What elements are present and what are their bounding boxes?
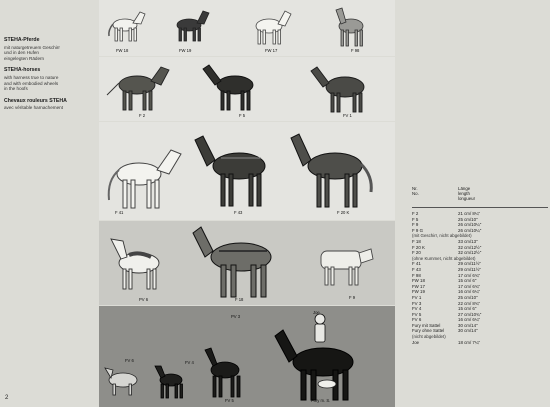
figure-label: FW 17	[265, 48, 278, 53]
header-text: Nr.	[412, 186, 418, 191]
item-length: 26 cm/10¼"	[458, 222, 482, 228]
english-line: and with embodied wheels	[4, 80, 59, 86]
photo-row-harnessed-horses	[99, 57, 395, 121]
item-number: FW 19	[412, 289, 425, 295]
german-title: STEHA-Pferde	[4, 37, 40, 43]
fury-with-joe-figure	[263, 310, 383, 404]
item-length: 33 cm/13"	[458, 238, 478, 244]
horse-figure	[189, 221, 293, 301]
horse-figure	[191, 128, 291, 212]
photo-row-small-horses	[99, 0, 395, 56]
table-row	[412, 250, 548, 256]
horse-figure	[105, 6, 147, 44]
figure-label: F 20 K	[337, 210, 350, 215]
figure-label: FV 1	[343, 113, 352, 118]
item-length: 22 cm/ 8¾"	[458, 300, 481, 306]
item-number: F 2	[412, 211, 419, 216]
dog-figure	[101, 362, 145, 398]
item-number: F 20 K	[412, 244, 425, 250]
item-number: F 98	[412, 272, 421, 278]
french-description	[4, 99, 96, 111]
item-length: 16 cm/ 6¼"	[458, 317, 481, 323]
item-number: FV 1	[412, 294, 422, 300]
item-length: 26 cm/10¼"	[458, 227, 482, 233]
figure-label: F 18	[235, 297, 244, 302]
item-length: 27 cm/10¾"	[458, 311, 482, 317]
table-row	[412, 228, 548, 234]
number-column-header	[412, 186, 419, 196]
english-description	[4, 68, 96, 91]
header-text: No.	[412, 191, 419, 197]
german-line: und in den Hufen	[4, 50, 39, 56]
horse-figure	[309, 59, 385, 115]
item-number: F 9	[412, 222, 419, 228]
item-number: F 43	[412, 266, 421, 272]
page-number: 2	[5, 395, 9, 401]
table-note: (nicht abgebildet)	[412, 334, 446, 340]
figure-label: FW 19	[179, 48, 192, 53]
item-length: 32 cm/12½"	[458, 250, 482, 256]
header-text: Länge	[458, 186, 471, 191]
item-length: 25 cm/10"	[458, 216, 478, 222]
size-table-rows	[412, 211, 548, 345]
french-line: avec véritable harnachement	[4, 105, 63, 111]
photo-row-dog-horse-cow	[99, 221, 395, 305]
figure-label: Fury m. S.	[311, 398, 331, 403]
item-length: 15 cm/ 6"	[458, 278, 477, 284]
horse-figure	[101, 140, 187, 212]
item-length: 25 cm/10"	[458, 294, 478, 300]
table-divider	[412, 207, 548, 208]
photo-row-foals-fury	[99, 306, 395, 407]
figure-label: Joe	[313, 310, 320, 315]
figure-label: FV 6	[125, 358, 134, 363]
horse-figure	[247, 6, 293, 46]
item-length: 21 cm/ 8¼"	[458, 211, 481, 216]
german-description	[4, 38, 96, 61]
item-length: 32 cm/12½"	[458, 244, 482, 250]
item-length: 17 cm/ 6¾"	[458, 272, 481, 278]
figure-label: PV 6	[139, 297, 149, 302]
german-line: eingelegten Rädern	[4, 55, 45, 61]
length-column-header	[458, 186, 475, 202]
item-number: F 18	[412, 238, 421, 244]
item-length: 30 cm/14"	[458, 322, 478, 328]
item-length: 29 cm/11½"	[458, 266, 481, 272]
photo-row-large-horses	[99, 122, 395, 220]
english-title: STEHA-horses	[4, 67, 41, 74]
figure-label: F 2	[139, 113, 146, 118]
figure-label: F 5	[239, 113, 246, 118]
item-length: 15 cm/ 6"	[458, 306, 477, 312]
figure-label: PV 3	[231, 314, 241, 319]
figure-label: F 41	[115, 210, 124, 215]
horse-figure	[199, 59, 269, 113]
description-column	[4, 38, 96, 118]
item-length: 30 cm/14"	[458, 328, 478, 334]
dog-figure	[105, 229, 171, 293]
table-row	[412, 340, 548, 346]
item-number: FV 4	[412, 306, 422, 312]
cow-figure	[309, 239, 377, 289]
table-note: (ohne Kummet, nicht abgebildet)	[412, 255, 476, 261]
item-number: F 41	[412, 261, 421, 267]
item-number: Fury ohne Sattel	[412, 328, 445, 334]
item-number: FV 3	[412, 300, 422, 306]
item-number: F 9 G	[412, 227, 423, 233]
english-line: with harness true to nature	[4, 74, 59, 80]
item-number: Joe	[412, 339, 420, 345]
figure-label: F 98	[351, 48, 360, 53]
german-line: mit naturgetreuem Geschirr	[4, 44, 60, 50]
figure-label: FW 18	[116, 48, 129, 53]
french-title: Chevaux rouleurs STEHA	[4, 97, 67, 104]
item-length: 29 cm/11½"	[458, 261, 481, 267]
horse-figure	[331, 2, 371, 50]
item-number: F 5	[412, 216, 419, 222]
item-length: 18 cm/ 7¼"	[458, 339, 481, 345]
header-text: longueur	[458, 196, 476, 202]
horse-figure	[105, 61, 175, 113]
size-table	[412, 186, 548, 345]
item-length: 17 cm/ 6¾"	[458, 283, 481, 289]
table-note: (mit Geschirr, nicht abgebildet)	[412, 233, 472, 239]
foal-figure	[151, 364, 191, 400]
figure-label: F 9	[349, 295, 356, 300]
photo-column	[99, 0, 395, 407]
table-row	[412, 328, 548, 334]
horse-figure	[285, 126, 389, 212]
foal-figure	[197, 346, 251, 400]
figure-label: FV 4	[185, 360, 194, 365]
figure-label: FV 5	[225, 398, 234, 403]
horse-figure	[169, 6, 211, 44]
item-number: Fury mit Sattel	[412, 322, 441, 328]
header-text: length	[458, 191, 470, 197]
item-number: FV 6	[412, 317, 422, 323]
item-number: FV 5	[412, 311, 422, 317]
english-line: in the hoofs	[4, 86, 28, 92]
item-length: 16 cm/ 6¼"	[458, 289, 481, 295]
item-number: FW 17	[412, 283, 425, 289]
figure-label: F 43	[234, 210, 243, 215]
size-table-header	[412, 186, 548, 203]
item-number: F 20	[412, 250, 421, 256]
item-number: FW 18	[412, 278, 425, 284]
